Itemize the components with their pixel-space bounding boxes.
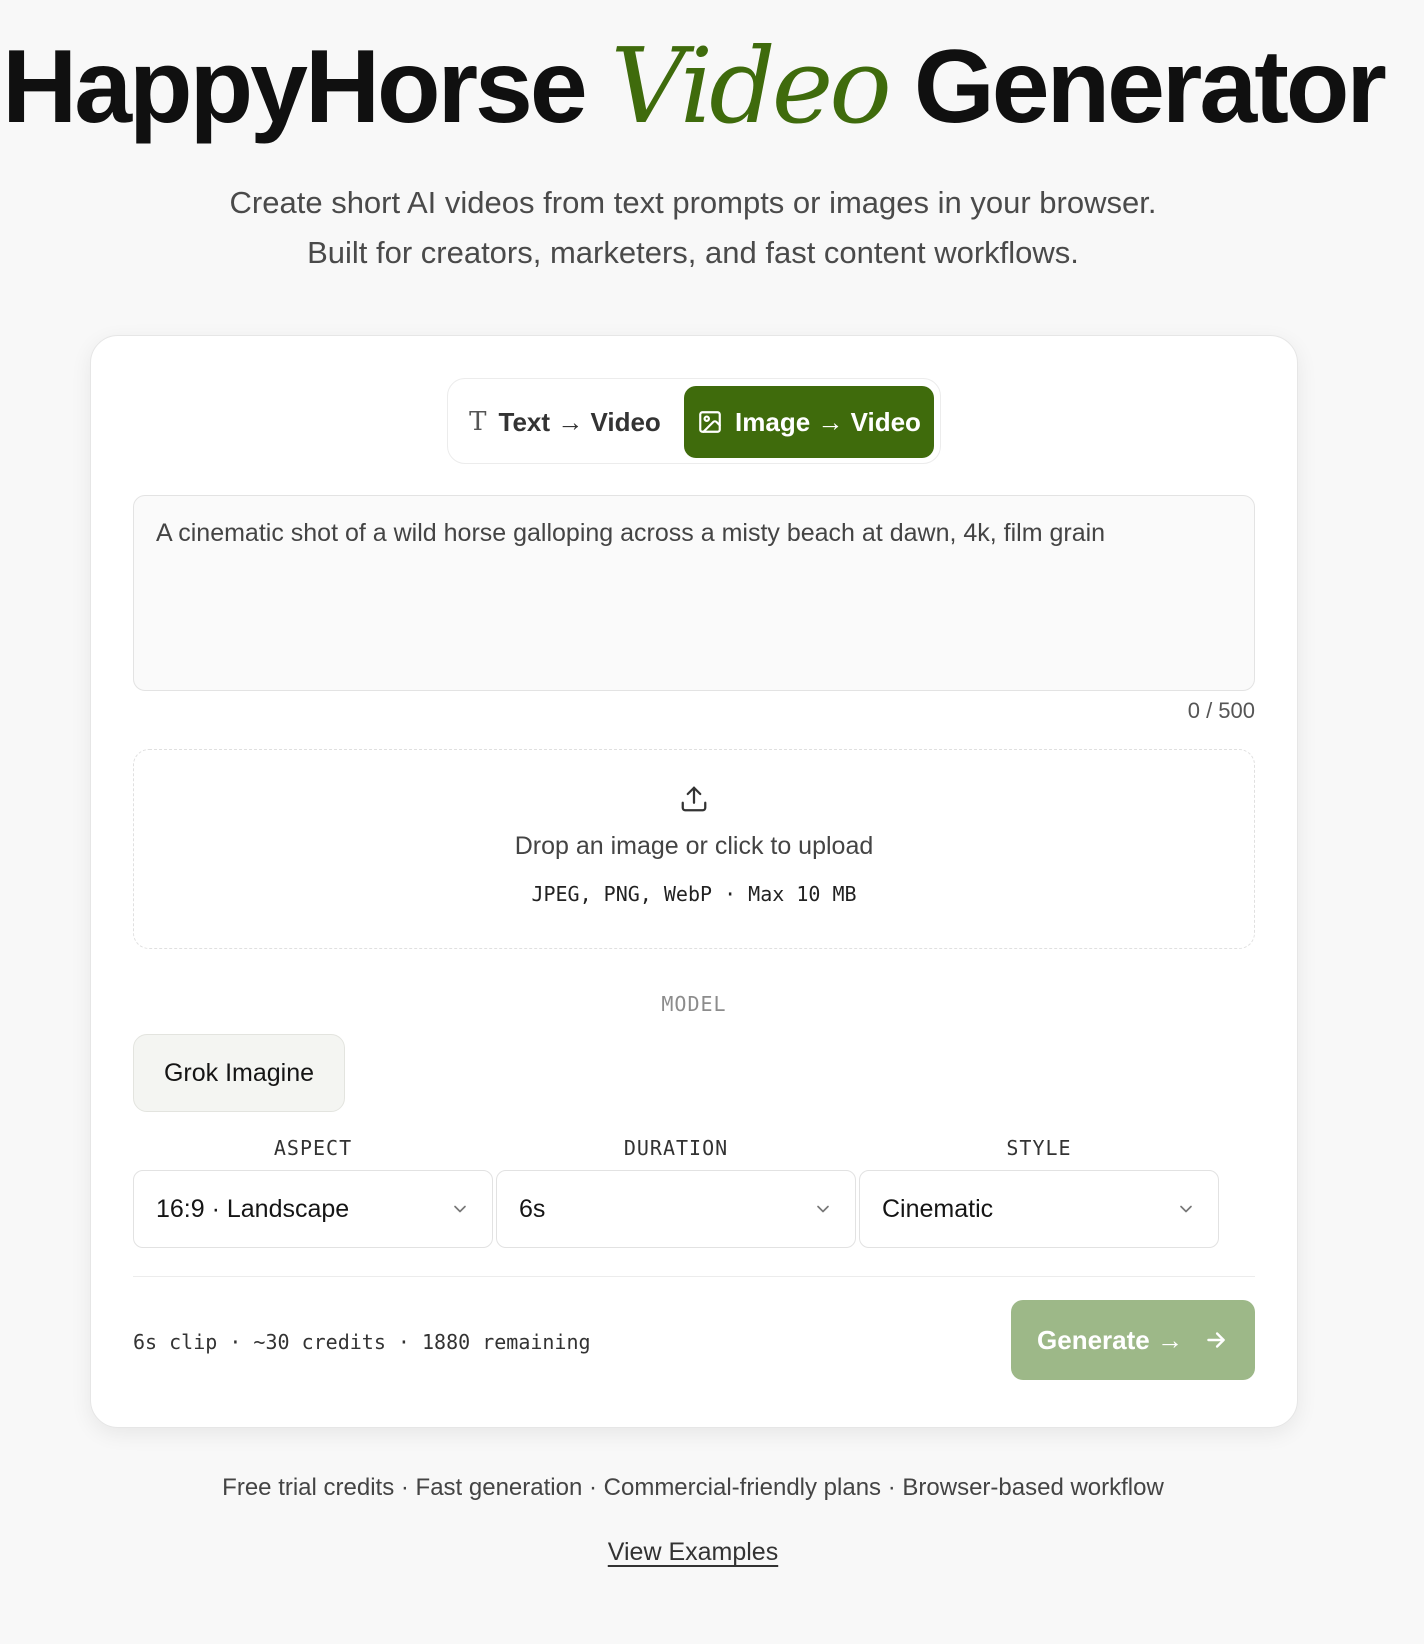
image-icon [697,409,723,435]
page-title [0,24,1386,150]
chevron-down-icon [813,1199,833,1219]
arrow-right-icon [1203,1327,1229,1353]
generator-card [90,335,1298,1428]
divider [133,1276,1255,1277]
view-examples-link[interactable]: View Examples [607,1538,779,1566]
tab-image-to-video-label: Image → Video [735,406,921,437]
aspect-select[interactable] [133,1170,493,1248]
chevron-down-icon [1176,1199,1196,1219]
upload-icon [679,784,709,814]
duration-label: DURATION [623,1136,729,1160]
tab-text-to-video[interactable] [456,386,674,458]
prompt-char-count: 0 / 500 [1187,698,1255,723]
style-select[interactable] [859,1170,1219,1248]
upload-formats: JPEG, PNG, WebP · Max 10 MB [531,882,857,906]
credit-cost-summary: 6s clip · ~30 credits · 1880 remaining [133,1330,591,1354]
mode-toggle [447,378,941,464]
tab-image-to-video[interactable] [684,386,934,458]
title-part-generator: Generator [913,29,1384,145]
generate-button-label: Generate → [1037,1324,1183,1355]
subtitle-line-1: Create short AI videos from text prompts or images in your browser. [229,185,1157,220]
aspect-value: 16:9 · Landscape [156,1194,350,1223]
tab-text-to-video-label: Text → Video [498,406,661,437]
title-accent-word: Video [610,25,888,147]
text-t-icon: T [469,407,487,437]
upload-title: Drop an image or click to upload [514,832,874,860]
prompt-input[interactable]: A cinematic shot of a wild horse galloping across a misty beach at dawn, 4k, film grain [133,495,1255,691]
chevron-down-icon [450,1199,470,1219]
title-part-brand: HappyHorse [2,29,585,145]
generate-button[interactable] [1011,1300,1255,1380]
page-subtitle [0,178,1386,278]
subtitle-line-2: Built for creators, marketers, and fast content workflows. [307,235,1079,270]
image-upload-dropzone[interactable] [133,749,1255,949]
duration-select[interactable] [496,1170,856,1248]
style-label: STYLE [1006,1136,1072,1160]
feature-highlights: Free trial credits · Fast generation · Commercial-friendly plans · Browser-based workflow [222,1474,1164,1501]
model-option-grok-imagine[interactable]: Grok Imagine [133,1034,345,1112]
style-value: Cinematic [882,1194,994,1223]
duration-value: 6s [519,1194,546,1223]
model-label: MODEL [661,992,727,1016]
aspect-label: ASPECT [273,1136,353,1160]
